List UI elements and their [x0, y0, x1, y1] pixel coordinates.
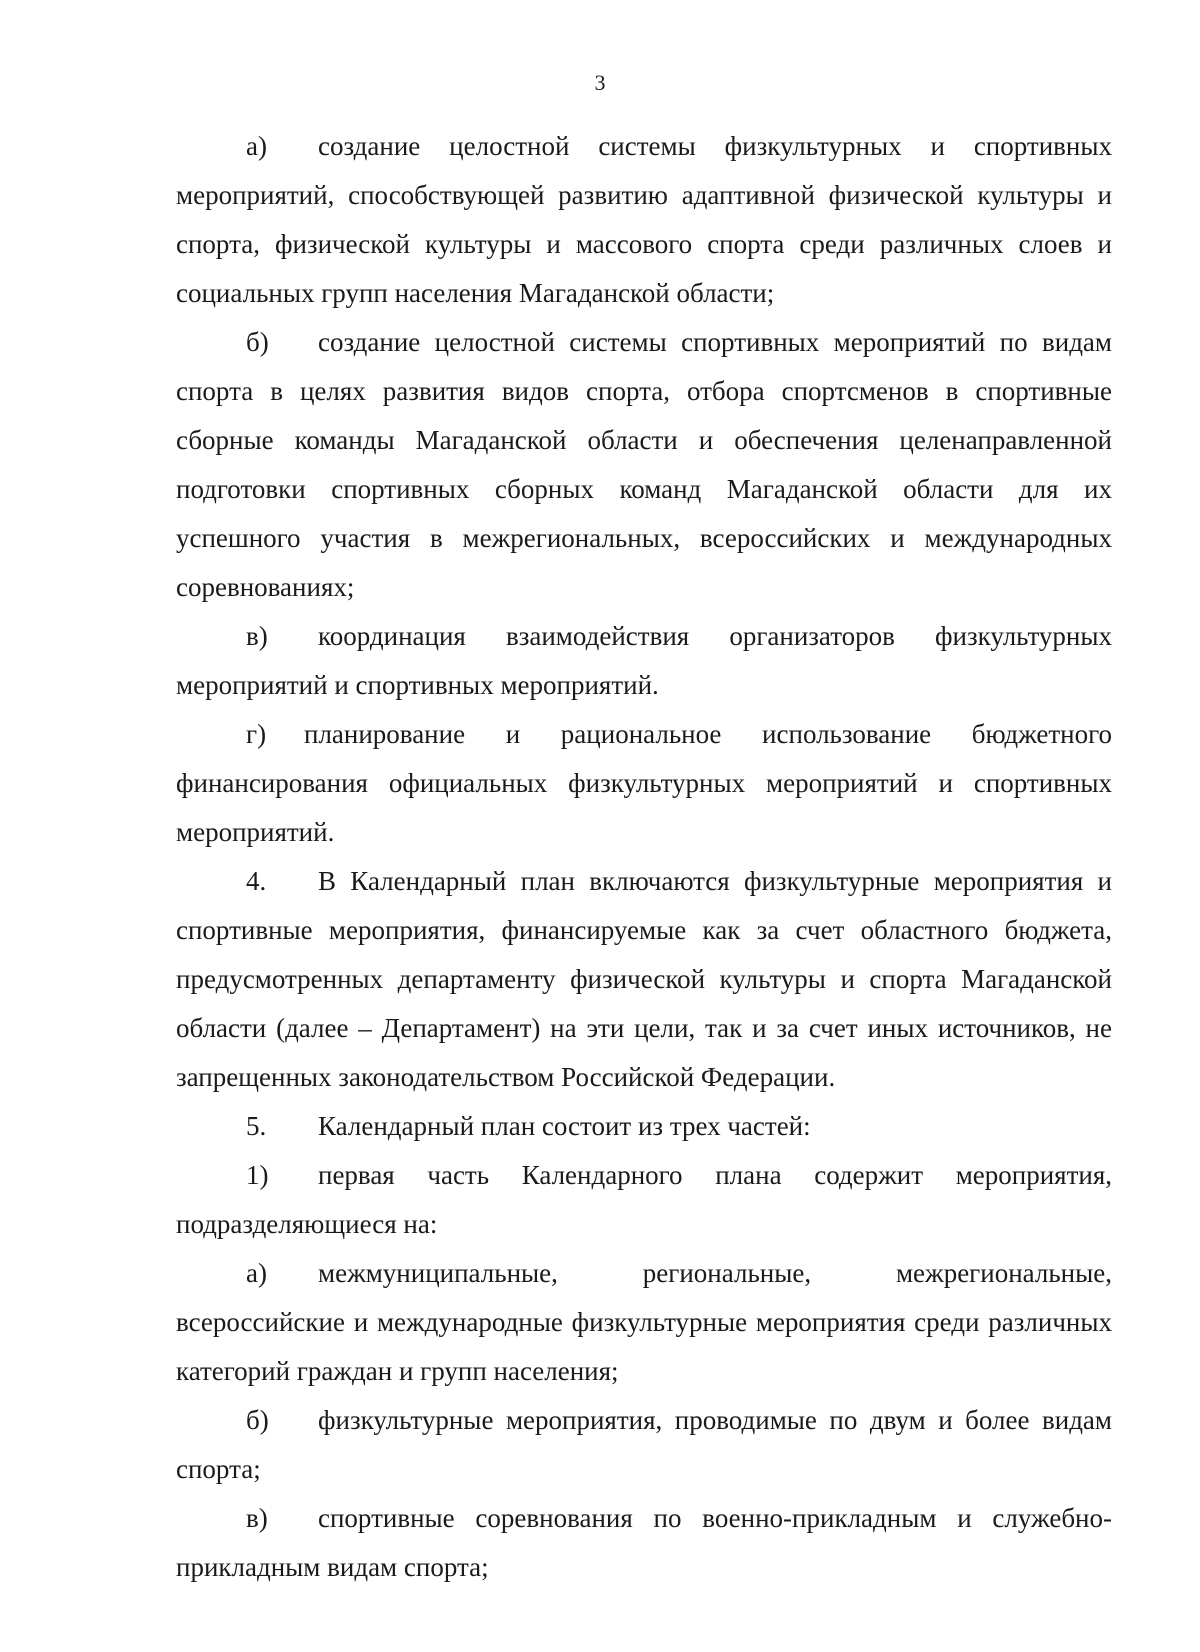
list-item — [176, 1396, 1112, 1494]
list-item — [176, 122, 1112, 318]
list-marker: 4. — [246, 866, 267, 896]
paragraph-text: первая часть Календарного плана содержит мероприятия, подразделяющиеся на: — [176, 1160, 1112, 1239]
paragraph-text: создание целостной системы физкультурных и спортивных мероприятий, способствующей развитию адаптивной физической культуры и спорта, физической культуры и массового спорта среди различных слоев и социальных групп населения Магаданской области; — [176, 131, 1112, 308]
list-item — [176, 1151, 1112, 1249]
list-item — [176, 612, 1112, 710]
paragraph-text: планирование и рациональное использование бюджетного финансирования официальных физкультурных мероприятий и спортивных мероприятий. — [176, 719, 1112, 847]
paragraph-text: физкультурные мероприятия, проводимые по двум и более видам спорта; — [176, 1405, 1112, 1484]
list-item — [176, 318, 1112, 612]
list-marker: 5. — [246, 1111, 267, 1141]
numbered-paragraph — [176, 1102, 1112, 1151]
list-item — [176, 710, 1112, 857]
numbered-paragraph — [176, 857, 1112, 1102]
list-marker: б) — [246, 327, 269, 357]
list-marker: г) — [246, 719, 267, 749]
paragraph-text: межмуниципальные, региональные, межрегиональные, всероссийские и международные физкультурные мероприятия среди различных категорий граждан и групп населения; — [176, 1258, 1112, 1386]
list-marker: б) — [246, 1405, 269, 1435]
paragraph-text: координация взаимодействия организаторов физкультурных мероприятий и спортивных мероприятий. — [176, 621, 1112, 700]
list-item — [176, 1249, 1112, 1396]
list-marker: 1) — [246, 1160, 269, 1190]
list-marker: в) — [246, 1503, 268, 1533]
list-marker: в) — [246, 621, 268, 651]
list-marker: а) — [246, 1258, 267, 1288]
paragraph-text: спортивные соревнования по военно-прикладным и служебно-прикладным видам спорта; — [176, 1503, 1112, 1582]
paragraph-text: создание целостной системы спортивных мероприятий по видам спорта в целях развития видов спорта, отбора спортсменов в спортивные сборные команды Магаданской области и обеспечения целенаправленной подготовки спортивных сборных команд Магаданской области для их успешного участия в межрегиональных, всероссийских и международных соревнованиях; — [176, 327, 1112, 602]
list-item — [176, 1494, 1112, 1592]
document-body — [176, 122, 1112, 1592]
list-marker: а) — [246, 131, 267, 161]
paragraph-text: В Календарный план включаются физкультурные мероприятия и спортивные мероприятия, финансируемые как за счет областного бюджета, предусмотренных департаменту физической культуры и спорта Магаданской области (далее – Департамент) на эти цели, так и за счет иных источников, не запрещенных законодательством Российской Федерации. — [176, 866, 1112, 1092]
paragraph-text: Календарный план состоит из трех частей: — [318, 1111, 811, 1141]
page-number: 3 — [594, 70, 606, 95]
